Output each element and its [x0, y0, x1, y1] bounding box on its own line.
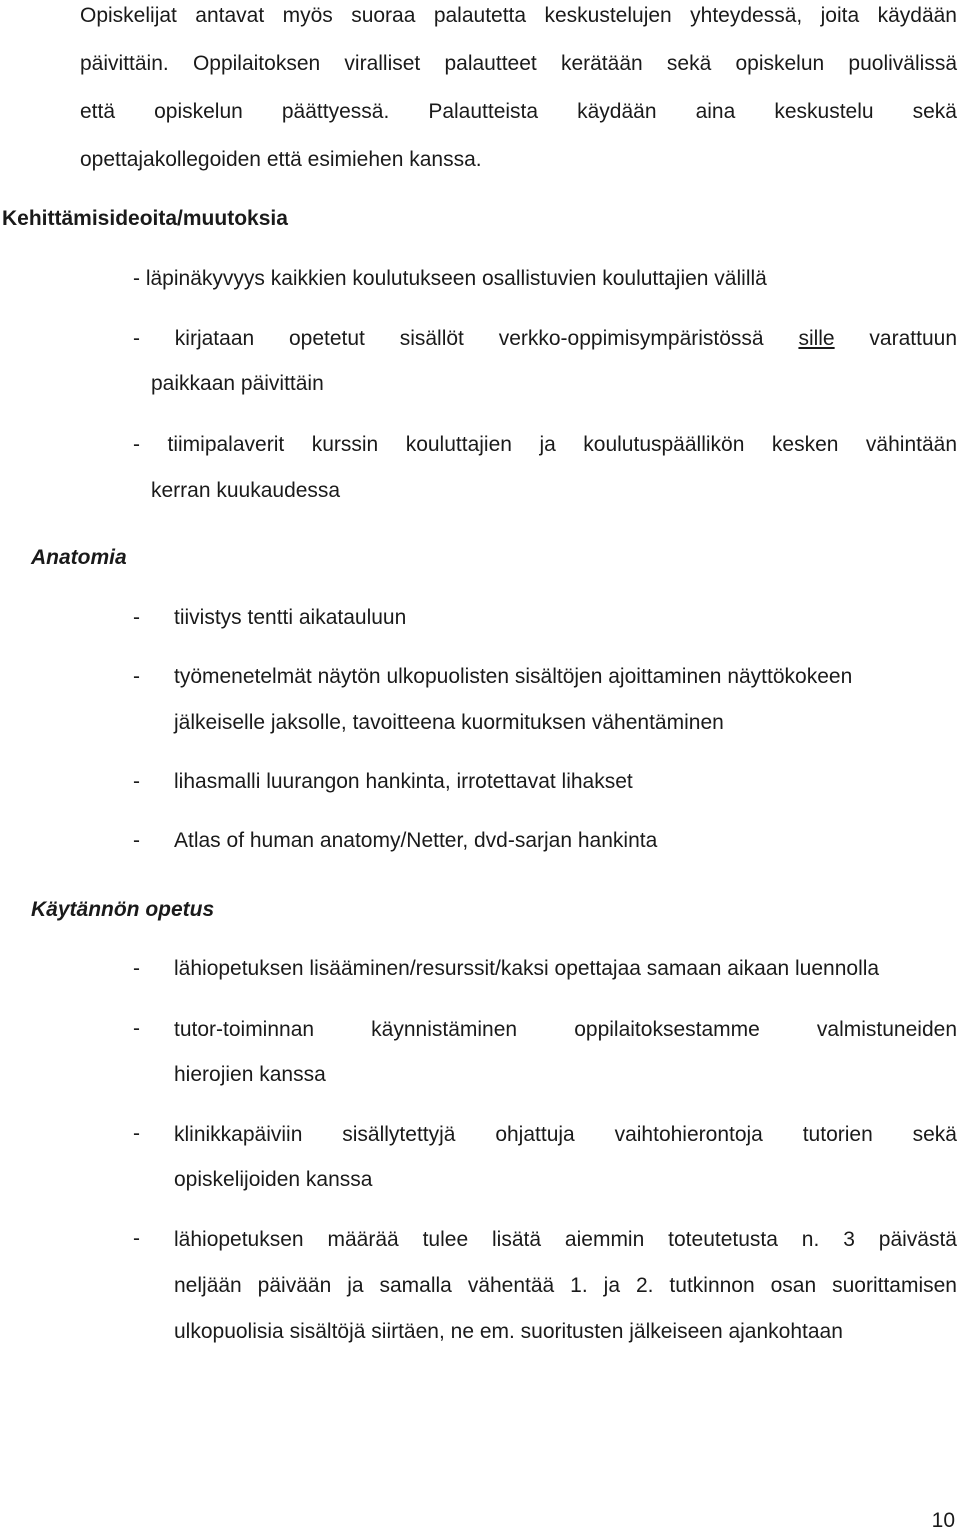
kehittamis-item-1: - läpinäkyvyys kaikkien koulutukseen osallistuvien kouluttajien välillä [133, 267, 767, 290]
anatomia-dash-4: - [133, 829, 140, 852]
kaytannon-item-4-line-2: neljään päivään ja samalla vähentää 1. ja 2. tutkinnon osan suorittamisen [174, 1274, 957, 1297]
anatomia-dash-2: - [133, 665, 140, 688]
heading-kehittamisideoita: Kehittämisideoita/muutoksia [2, 207, 288, 230]
kaytannon-dash-3: - [133, 1122, 140, 1145]
kaytannon-item-3-line-1: klinikkapäiviin sisällytettyjä ohjattuja vaihtohierontoja tutorien sekä [174, 1123, 957, 1146]
kehittamis-item-3 [133, 433, 957, 457]
kehittamis-item-3-line-1: - tiimipalaverit kurssin kouluttajien ja koulutuspäällikön kesken vähintään [133, 433, 957, 456]
heading-kaytannon-opetus: Käytännön opetus [31, 898, 215, 921]
heading-anatomia: Anatomia [31, 546, 127, 569]
anatomia-item-1: tiivistys tentti aikatauluun [174, 606, 407, 629]
kehittamis-item-2-line-2: paikkaan päivittäin [151, 372, 324, 395]
intro-line-2: päivittäin. Oppilaitoksen viralliset palautteet kerätään sekä opiskelun puolivälissä [80, 52, 957, 75]
kehittamis-item-2-line-1: - kirjataan opetetut sisällöt verkko-oppimisympäristössä sille varattuun [133, 327, 957, 350]
kaytannon-item-2-line-2: hierojien kanssa [174, 1063, 326, 1086]
anatomia-item-2-line-1: työmenetelmät näytön ulkopuolisten sisältöjen ajoittaminen näyttökokeen [174, 665, 853, 688]
anatomia-item-4: Atlas of human anatomy/Netter, dvd-sarjan hankinta [174, 829, 658, 852]
kaytannon-item-1: lähiopetuksen lisääminen/resurssit/kaksi opettajaa samaan aikaan luennolla [174, 957, 880, 980]
kaytannon-item-4-line-1: lähiopetuksen määrää tulee lisätä aiemmin toteutetusta n. 3 päivästä [174, 1228, 957, 1251]
underlined-word: sille [798, 327, 835, 350]
intro-line-3: että opiskelun päättyessä. Palautteista käydään aina keskustelu sekä [80, 100, 957, 123]
intro-paragraph [80, 4, 957, 196]
anatomia-dash-3: - [133, 770, 140, 793]
kaytannon-item-2-line-1: tutor-toiminnan käynnistäminen oppilaitoksestamme valmistuneiden [174, 1018, 957, 1041]
kaytannon-dash-1: - [133, 957, 140, 980]
kaytannon-dash-2: - [133, 1017, 140, 1040]
kaytannon-item-4-line-3: ulkopuolisia sisältöjä siirtäen, ne em. suoritusten jälkeiseen ajankohtaan [174, 1320, 843, 1343]
kaytannon-item-3-line-2: opiskelijoiden kanssa [174, 1168, 373, 1191]
kehittamis-item-3-line-2: kerran kuukaudessa [151, 479, 341, 502]
kehittamis-item-2 [133, 327, 957, 373]
kaytannon-dash-4: - [133, 1227, 140, 1250]
kaytannon-item-2 [174, 1018, 957, 1042]
intro-line-1: Opiskelijat antavat myös suoraa palautetta keskustelujen yhteydessä, joita käydään [80, 4, 957, 27]
anatomia-dash-1: - [133, 606, 140, 629]
page-number: 10 [931, 1509, 955, 1532]
anatomia-item-2-line-2: jälkeiselle jaksolle, tavoitteena kuormituksen vähentäminen [174, 711, 724, 734]
anatomia-item-3: lihasmalli luurangon hankinta, irrotettavat lihakset [174, 770, 633, 793]
intro-line-4: opettajakollegoiden että esimiehen kanssa. [80, 148, 482, 171]
kaytannon-item-3 [174, 1123, 957, 1147]
kaytannon-item-4 [174, 1228, 957, 1320]
